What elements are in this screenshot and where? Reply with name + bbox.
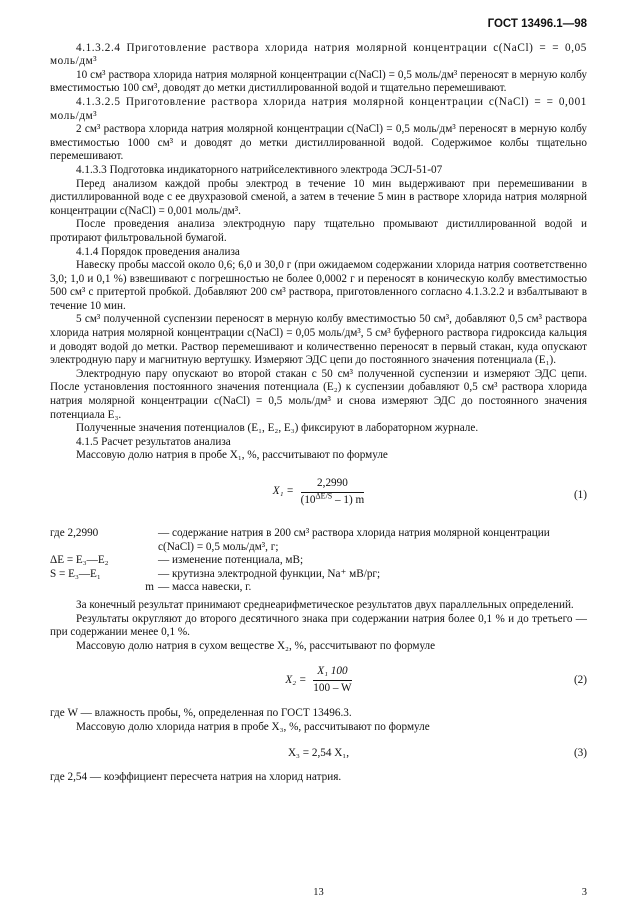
section-4-1-3-3-title: 4.1.3.3 Подготовка индикаторного натрийселективного электрода ЭСЛ-51-07: [76, 163, 443, 176]
legend-row: m — масса навески, г.: [145, 581, 252, 594]
legend-row: S = E₃—E₁ — крутизна электродной функции, Na⁺ мВ/pг;: [50, 567, 381, 580]
section-4-1-5-paragraph-5: Массовую долю хлорида натрия в пробе X₃, %, рассчитывают по формуле: [76, 720, 430, 733]
section-4-1-4-paragraph-1: Навеску пробы массой около 0,6; 6,0 и 30,0 г (при ожидаемом содержании хлорида натрия соответственно 3,0; 1,0 и 0,1 %) взвешивают с погрешностью не более 0,0002 г и переносят в коническую колбу вместимостью 500 см³ с притертой пробкой. Добавляют 200 см³ раствора, приготовленного согласно 4.1.3.2.2 и взбалтывают в течение 10 мин.: [50, 259, 587, 312]
page-number-center: 13: [313, 887, 324, 898]
formula-2-lhs: X₂ =: [285, 673, 307, 686]
section-4-1-4-paragraph-3: Электродную пару опускают во второй стакан с 50 см³ полученной суспензии и измеряют ЭДС цепи. После установления постоянного значения потенциала (E₂) к суспензии добавляют 0,5 см³ раствора хлорида натрия молярной концентрации c(NaCl) = 0,5 моль/дм³ и снова измеряют ЭДС до постоянного значения потенциала E₃.: [50, 367, 587, 421]
section-4-1-3-3-paragraph-2: После проведения анализа электродную пару тщательно промывают дистиллированной водой и протирают фильтровальной бумагой.: [50, 218, 587, 244]
formula-1-denominator: $(10^{\Delta E/S} - 1)$ m: [300, 490, 365, 506]
formula-3-number: (3): [573, 746, 587, 759]
section-4-1-4-paragraph-2: 5 см³ полученной суспензии переносят в мерную колбу вместимостью 50 см³, добавляют 0,5 см³ раствора хлорида натрия молярной концентрации c(NaCl) = 0,05 моль/дм³, 5 см³ буферного раствора гидроксида кальция и доводят водой до метки. Раствор перемешивают и количественно переносят в первый стакан, куда опускают электродную пару и магнитную вертушку. Измеряют ЭДС цепи до постоянного значения потенциала (E₁).: [50, 313, 587, 367]
formula-2-numerator: X₁ 100: [313, 665, 351, 681]
formula-1-legend: [50, 527, 587, 595]
formula-1-lhs: X₁ =: [272, 485, 294, 498]
formula-2-denominator: 100 – W: [313, 681, 352, 694]
formula-2-legend: где W — влажность пробы, %, определенная по ГОСТ 13496.3.: [50, 707, 352, 720]
formula-1-exponent: ΔE/S: [315, 490, 333, 500]
document-page: [50, 18, 587, 784]
section-4-1-3-2-4-title: 4.1.3.2.4 Приготовление раствора хлорида натрия молярной концентрации c(NaCl) = = 0,05 моль/дм³: [50, 41, 587, 68]
section-4-1-3-3-paragraph-1: Перед анализом каждой пробы электрод в течение 10 мин выдерживают при перемешивании в дистиллированной воде с ее двухразовой сменой, а затем в течение 5 мин в растворе хлорида натрия молярной концентрации c(NaCl) = 0,001 моль/дм³.: [50, 177, 587, 217]
section-4-1-5-paragraph-3: Результаты округляют до второго десятичного знака при содержании натрия более 0,1 % и до третьего — при содержании менее 0,1 %.: [50, 612, 587, 639]
section-4-1-5-paragraph-4: Массовую долю натрия в сухом веществе X₂, %, рассчитывают по формуле: [76, 639, 436, 652]
formula-2-fraction: [313, 665, 351, 695]
formula-3-body: X₃ = 2,54 X₁,: [287, 746, 350, 759]
formula-1-fraction: [301, 477, 365, 507]
formula-2: [50, 661, 587, 701]
formula-3: [50, 743, 587, 765]
document-header: ГОСТ 13496.1—98: [487, 18, 587, 30]
legend-row: ΔE = E₃—E₂ — изменение потенциала, мВ;: [50, 554, 304, 567]
formula-3-legend: где 2,54 — коэффициент пересчета натрия на хлорид натрия.: [50, 770, 342, 783]
section-4-1-4-title: 4.1.4 Порядок проведения анализа: [76, 245, 240, 258]
section-4-1-3-2-5-body: 2 см³ раствора хлорида натрия молярной концентрации c(NaCl) = 0,5 моль/дм³ переносят в мерную колбу вместимостью 1000 см³ и доводят до метки дистиллированной водой. Содержимое колбы тщательно перемешивают.: [50, 123, 587, 163]
section-4-1-5-paragraph-1: Массовую долю натрия в пробе X₁, %, рассчитывают по формуле: [76, 449, 388, 462]
formula-1: [50, 471, 587, 521]
section-4-1-5-paragraph-2: За конечный результат принимают среднеарифметическое результатов двух параллельных определений.: [76, 598, 574, 611]
formula-1-number: (1): [573, 489, 587, 502]
section-4-1-3-2-5-title: 4.1.3.2.5 Приготовление раствора хлорида натрия молярной концентрации c(NaCl) = = 0,001 моль/дм³: [50, 95, 587, 122]
section-4-1-5-title: 4.1.5 Расчет результатов анализа: [76, 435, 231, 448]
page-number-right: 3: [581, 887, 587, 898]
section-4-1-3-2-4-body: 10 см³ раствора хлорида натрия молярной концентрации c(NaCl) = 0,5 моль/дм³ переносят в мерную колбу вместимостью 100 см³, доводят до метки дистиллированной водой и тщательно перемешивают.: [50, 68, 587, 95]
formula-1-numerator: 2,2990: [301, 477, 365, 493]
section-4-1-4-paragraph-4: Полученные значения потенциалов (E₁, E₂, E₃) фиксируют в лабораторном журнале.: [76, 422, 479, 435]
formula-2-number: (2): [573, 674, 587, 687]
legend-row: где 2,2990 — содержание натрия в 200 см³ раствора хлорида натрия молярной концентрации c(NaCl) = 0,5 моль/дм³, г;: [50, 527, 550, 553]
